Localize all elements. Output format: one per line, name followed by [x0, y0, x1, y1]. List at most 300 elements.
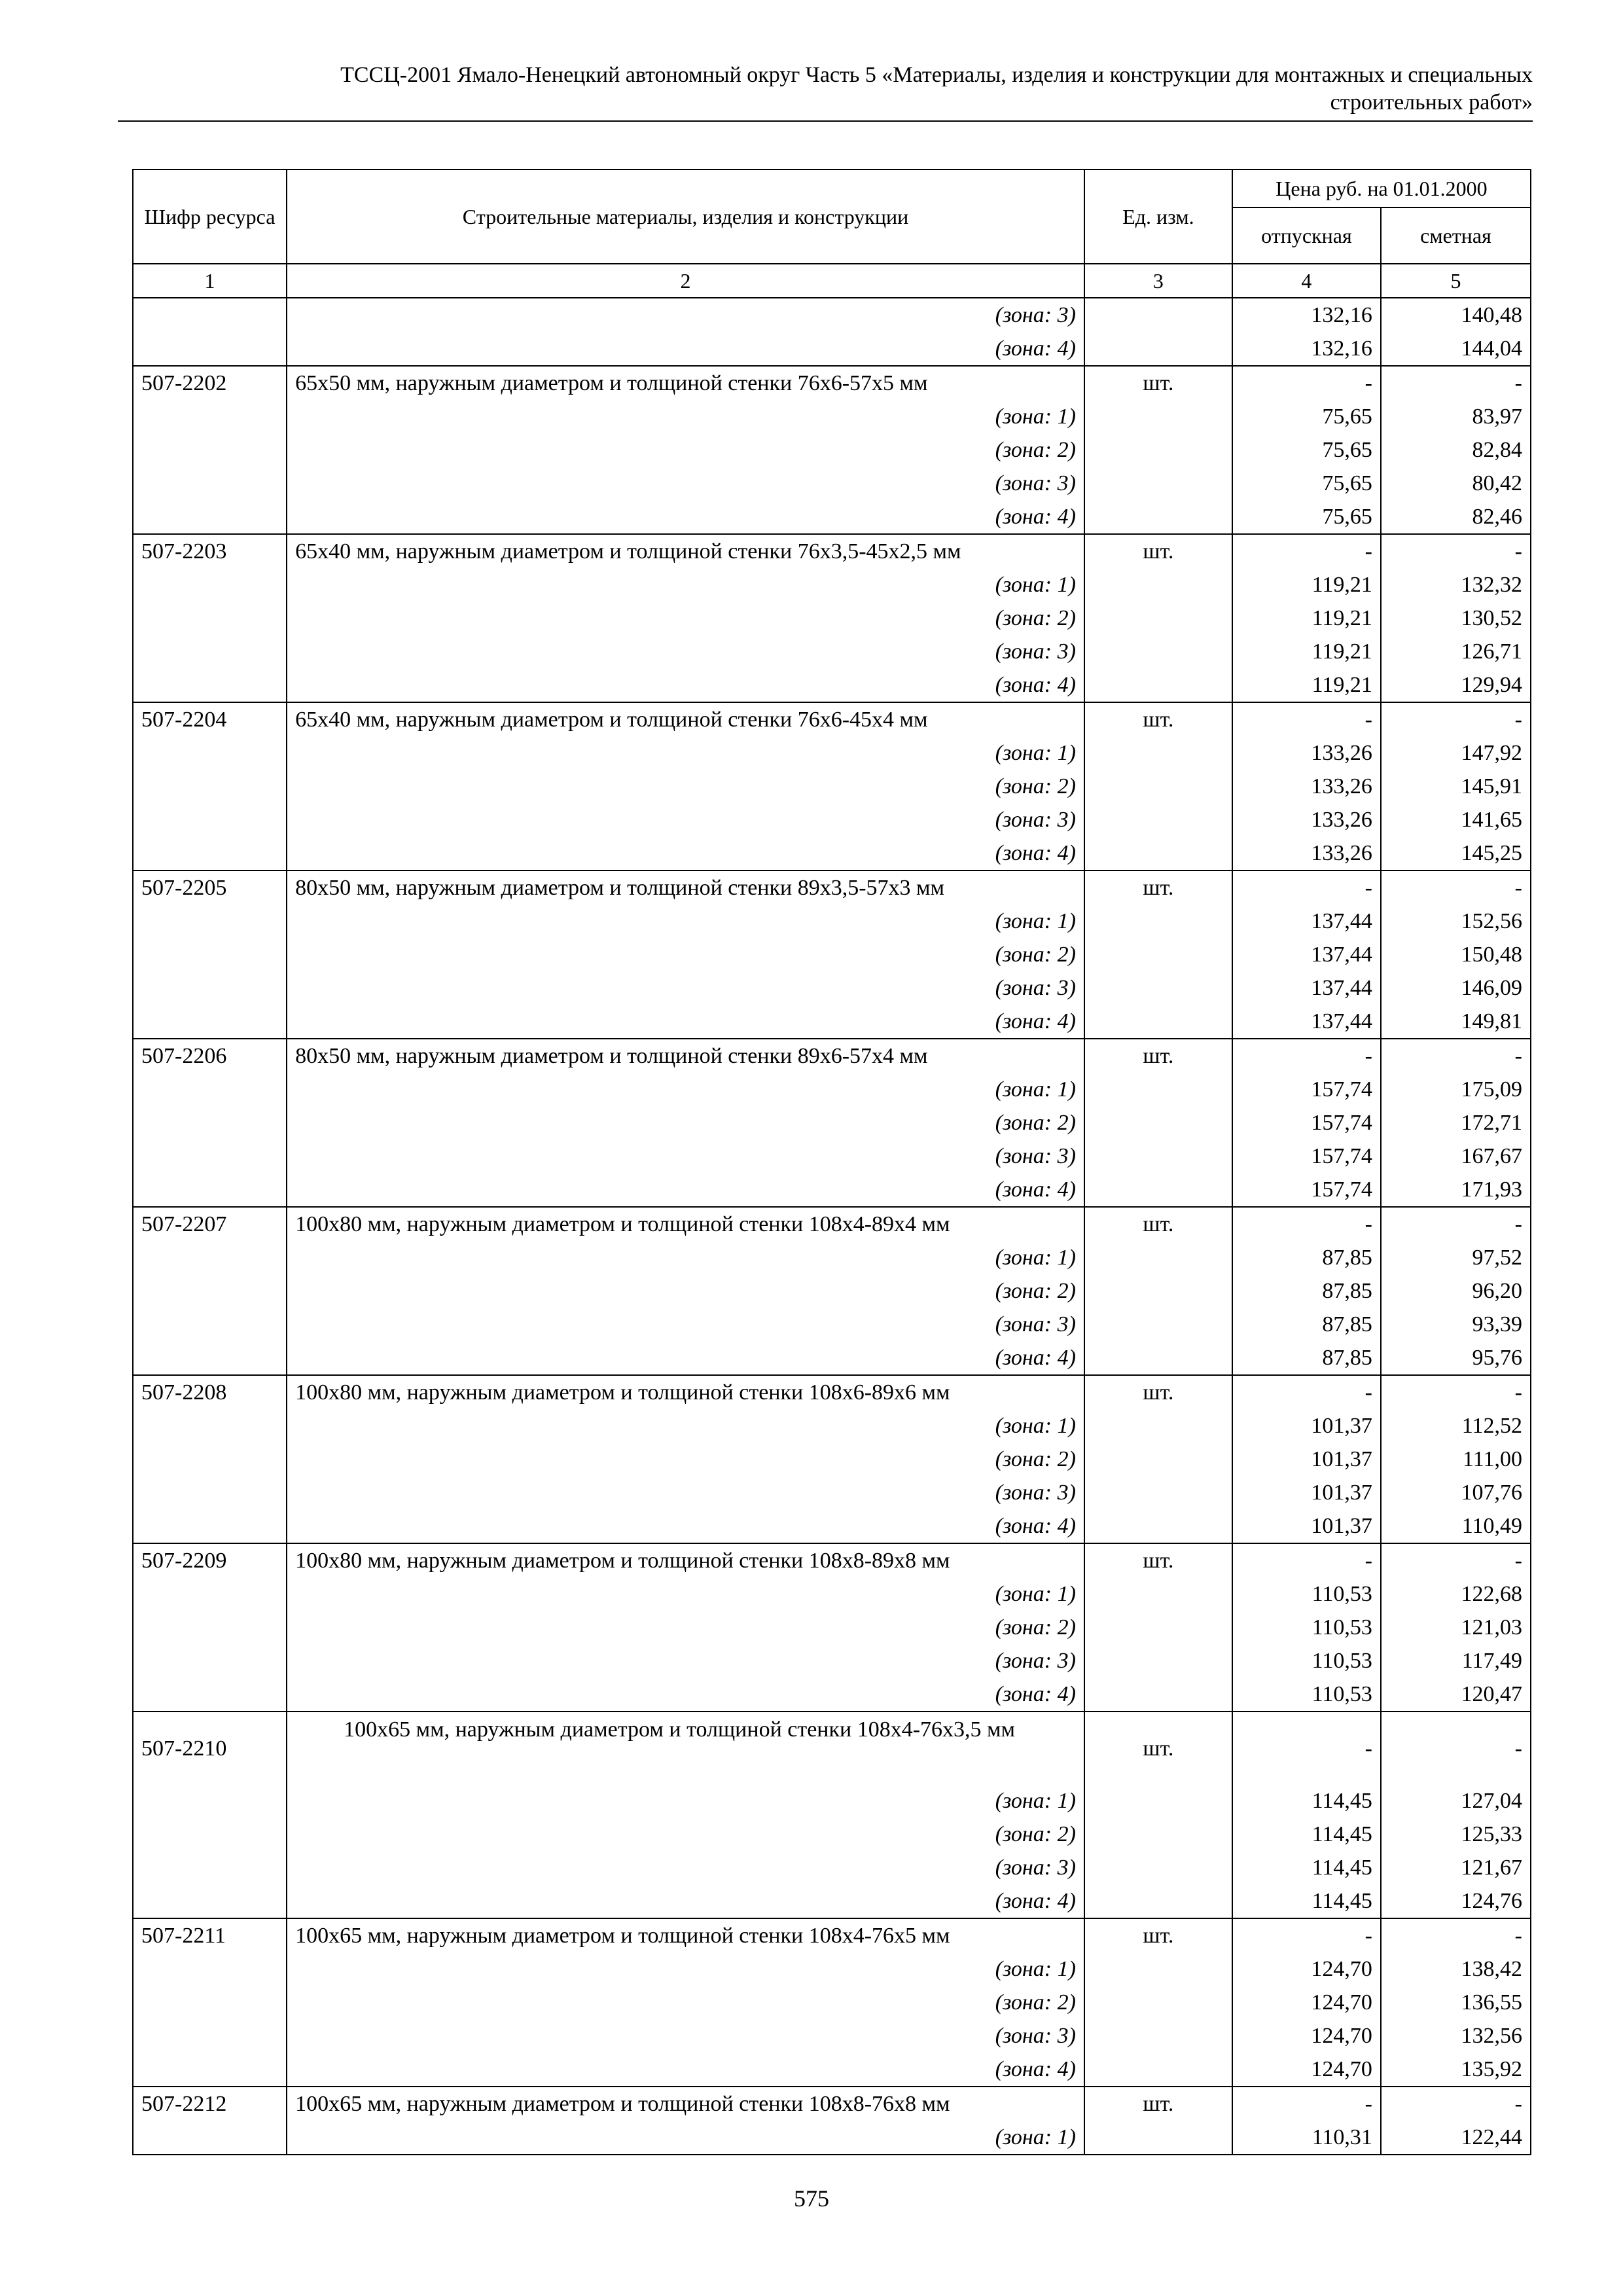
resource-code-cell — [133, 1341, 287, 1375]
table-row — [133, 1207, 1531, 1241]
estimate-price: - — [1381, 1543, 1531, 1577]
zone-label: (зона: 1) — [287, 736, 1084, 770]
zone-label: (зона: 2) — [287, 1611, 1084, 1644]
zone-row — [133, 400, 1531, 433]
unit-cell — [1084, 1577, 1232, 1611]
release-price: - — [1232, 1712, 1381, 1784]
estimate-price: 122,44 — [1381, 2121, 1531, 2155]
resource-code-cell — [133, 1476, 287, 1509]
unit-cell — [1084, 1952, 1232, 1986]
unit-cell — [1084, 1443, 1232, 1476]
release-price: - — [1232, 1207, 1381, 1241]
zone-label: (зона: 3) — [287, 971, 1084, 1005]
resource-code-cell — [133, 2121, 287, 2155]
estimate-price: 130,52 — [1381, 601, 1531, 635]
zone-row — [133, 836, 1531, 870]
column-number: 5 — [1381, 264, 1531, 298]
unit: шт. — [1084, 1918, 1232, 1952]
release-price: 75,65 — [1232, 467, 1381, 500]
release-price: - — [1232, 366, 1381, 400]
estimate-price: 138,42 — [1381, 1952, 1531, 1986]
zone-label: (зона: 2) — [287, 938, 1084, 971]
estimate-price: 82,84 — [1381, 433, 1531, 467]
resource-code-cell — [133, 770, 287, 803]
zone-row — [133, 1677, 1531, 1712]
release-price: 137,44 — [1232, 1005, 1381, 1039]
release-price: - — [1232, 2087, 1381, 2121]
zone-row — [133, 1308, 1531, 1341]
header-line-2: строительных работ» — [1330, 90, 1533, 115]
estimate-price: 147,92 — [1381, 736, 1531, 770]
zone-label: (зона: 4) — [287, 1884, 1084, 1918]
resource-code-cell — [133, 905, 287, 938]
release-price: 157,74 — [1232, 1106, 1381, 1139]
release-price: - — [1232, 534, 1381, 568]
unit-cell — [1084, 905, 1232, 938]
release-price: - — [1232, 1039, 1381, 1073]
release-price: - — [1232, 1543, 1381, 1577]
release-price: 124,70 — [1232, 2053, 1381, 2087]
unit: шт. — [1084, 1207, 1232, 1241]
release-price: 110,53 — [1232, 1677, 1381, 1712]
page-number: 575 — [794, 2185, 829, 2212]
zone-row — [133, 736, 1531, 770]
release-price: 132,16 — [1232, 298, 1381, 332]
material-name: 100х65 мм, наружным диаметром и толщиной стенки 108х4-76х5 мм — [287, 1918, 1084, 1952]
unit-cell — [1084, 1509, 1232, 1543]
zone-row — [133, 1476, 1531, 1509]
column-number: 1 — [133, 264, 287, 298]
unit-cell — [1084, 500, 1232, 534]
zone-row — [133, 467, 1531, 500]
table-body — [133, 298, 1531, 2155]
release-price: 101,37 — [1232, 1476, 1381, 1509]
zone-label: (зона: 3) — [287, 803, 1084, 836]
zone-row — [133, 500, 1531, 534]
zone-label: (зона: 4) — [287, 500, 1084, 534]
col-header-price-group: Цена руб. на 01.01.2000 — [1232, 170, 1531, 207]
zone-label: (зона: 1) — [287, 2121, 1084, 2155]
zone-label: (зона: 2) — [287, 601, 1084, 635]
zone-row — [133, 1106, 1531, 1139]
zone-label: (зона: 1) — [287, 1577, 1084, 1611]
zone-label: (зона: 3) — [287, 1476, 1084, 1509]
unit-cell — [1084, 1818, 1232, 1851]
resource-code: 507-2206 — [133, 1039, 287, 1073]
estimate-price: 136,55 — [1381, 1986, 1531, 2019]
column-number: 3 — [1084, 264, 1232, 298]
resource-code-cell — [133, 467, 287, 500]
table-row — [133, 1918, 1531, 1952]
release-price: 110,31 — [1232, 2121, 1381, 2155]
zone-row — [133, 601, 1531, 635]
estimate-price: 111,00 — [1381, 1443, 1531, 1476]
estimate-price: 126,71 — [1381, 635, 1531, 668]
estimate-price: 149,81 — [1381, 1005, 1531, 1039]
zone-label: (зона: 2) — [287, 770, 1084, 803]
zone-label: (зона: 4) — [287, 1341, 1084, 1375]
resource-code-cell — [133, 1577, 287, 1611]
estimate-price: 129,94 — [1381, 668, 1531, 702]
zone-label: (зона: 3) — [287, 1644, 1084, 1677]
zone-row — [133, 1952, 1531, 1986]
release-price: 87,85 — [1232, 1241, 1381, 1274]
resource-code-cell — [133, 836, 287, 870]
resource-code-cell — [133, 1106, 287, 1139]
zone-row — [133, 1818, 1531, 1851]
release-price: 75,65 — [1232, 400, 1381, 433]
document-header — [118, 62, 1533, 117]
zone-row — [133, 1851, 1531, 1884]
release-price: 110,53 — [1232, 1644, 1381, 1677]
col-header-release: отпускная — [1232, 207, 1381, 264]
zone-row — [133, 1173, 1531, 1207]
zone-label: (зона: 4) — [287, 1677, 1084, 1712]
estimate-price: 80,42 — [1381, 467, 1531, 500]
estimate-price: 117,49 — [1381, 1644, 1531, 1677]
zone-label: (зона: 1) — [287, 400, 1084, 433]
zone-label: (зона: 4) — [287, 1509, 1084, 1543]
material-name: 80х50 мм, наружным диаметром и толщиной стенки 89х6-57х4 мм — [287, 1039, 1084, 1073]
estimate-price: 152,56 — [1381, 905, 1531, 938]
zone-label: (зона: 4) — [287, 1173, 1084, 1207]
estimate-price: - — [1381, 2087, 1531, 2121]
unit-cell — [1084, 1005, 1232, 1039]
estimate-price: 127,04 — [1381, 1784, 1531, 1818]
zone-row — [133, 298, 1531, 332]
release-price: 133,26 — [1232, 803, 1381, 836]
material-name: 100х80 мм, наружным диаметром и толщиной стенки 108х6-89х6 мм — [287, 1375, 1084, 1409]
estimate-price: 146,09 — [1381, 971, 1531, 1005]
zone-row — [133, 905, 1531, 938]
resource-code-cell — [133, 1443, 287, 1476]
estimate-price: 140,48 — [1381, 298, 1531, 332]
resource-code: 507-2209 — [133, 1543, 287, 1577]
release-price: 132,16 — [1232, 332, 1381, 366]
unit-cell — [1084, 1611, 1232, 1644]
resource-code: 507-2212 — [133, 2087, 287, 2121]
unit: шт. — [1084, 534, 1232, 568]
release-price: 110,53 — [1232, 1611, 1381, 1644]
resource-code-cell — [133, 803, 287, 836]
zone-row — [133, 1241, 1531, 1274]
unit-cell — [1084, 2019, 1232, 2053]
unit-cell — [1084, 1106, 1232, 1139]
table-row — [133, 1543, 1531, 1577]
zone-row — [133, 1986, 1531, 2019]
header-line-1: ТССЦ-2001 Ямало-Ненецкий автономный округ Часть 5 «Материалы, изделия и конструкции для монтажных и специальных — [340, 63, 1533, 87]
resource-code: 507-2210 — [133, 1712, 287, 1784]
resource-code: 507-2202 — [133, 366, 287, 400]
unit-cell — [1084, 1476, 1232, 1509]
estimate-price: 145,25 — [1381, 836, 1531, 870]
estimate-price: 135,92 — [1381, 2053, 1531, 2087]
release-price: - — [1232, 1918, 1381, 1952]
column-number: 4 — [1232, 264, 1381, 298]
estimate-price: 150,48 — [1381, 938, 1531, 971]
unit-cell — [1084, 736, 1232, 770]
unit-cell — [1084, 635, 1232, 668]
estimate-price: 171,93 — [1381, 1173, 1531, 1207]
zone-label: (зона: 2) — [287, 1443, 1084, 1476]
zone-label: (зона: 1) — [287, 1073, 1084, 1106]
zone-label: (зона: 2) — [287, 1106, 1084, 1139]
material-name: 65х40 мм, наружным диаметром и толщиной стенки 76х6-45х4 мм — [287, 702, 1084, 736]
unit-cell — [1084, 433, 1232, 467]
zone-row — [133, 433, 1531, 467]
estimate-price: 96,20 — [1381, 1274, 1531, 1308]
estimate-price: 95,76 — [1381, 1341, 1531, 1375]
resource-code-cell — [133, 1173, 287, 1207]
unit-cell — [1084, 1409, 1232, 1443]
zone-row — [133, 1509, 1531, 1543]
estimate-price: 122,68 — [1381, 1577, 1531, 1611]
unit-cell — [1084, 1073, 1232, 1106]
unit-cell — [1084, 601, 1232, 635]
zone-label: (зона: 3) — [287, 467, 1084, 500]
material-name: 100х80 мм, наружным диаметром и толщиной стенки 108х8-89х8 мм — [287, 1543, 1084, 1577]
unit-cell — [1084, 971, 1232, 1005]
release-price: 133,26 — [1232, 770, 1381, 803]
col-header-unit: Ед. изм. — [1084, 170, 1232, 264]
material-name: 100х65 мм, наружным диаметром и толщиной стенки 108х4-76х3,5 мм — [287, 1712, 1084, 1784]
estimate-price: 107,76 — [1381, 1476, 1531, 1509]
resource-code-cell — [133, 1073, 287, 1106]
resource-code-cell — [133, 1644, 287, 1677]
release-price: 137,44 — [1232, 971, 1381, 1005]
release-price: 157,74 — [1232, 1139, 1381, 1173]
resource-code-cell — [133, 1139, 287, 1173]
resource-code-cell — [133, 500, 287, 534]
release-price: - — [1232, 1375, 1381, 1409]
resource-code-cell — [133, 400, 287, 433]
estimate-price: 112,52 — [1381, 1409, 1531, 1443]
unit: шт. — [1084, 1375, 1232, 1409]
zone-label: (зона: 1) — [287, 1784, 1084, 1818]
unit-cell — [1084, 400, 1232, 433]
unit-cell — [1084, 2053, 1232, 2087]
estimate-price: 167,67 — [1381, 1139, 1531, 1173]
estimate-price: 172,71 — [1381, 1106, 1531, 1139]
estimate-price: - — [1381, 870, 1531, 905]
resource-code-cell — [133, 1509, 287, 1543]
estimate-price: 120,47 — [1381, 1677, 1531, 1712]
release-price: 133,26 — [1232, 736, 1381, 770]
release-price: 87,85 — [1232, 1341, 1381, 1375]
estimate-price: - — [1381, 1039, 1531, 1073]
estimate-price: 144,04 — [1381, 332, 1531, 366]
release-price: 157,74 — [1232, 1173, 1381, 1207]
zone-label: (зона: 4) — [287, 1005, 1084, 1039]
resource-code-cell — [133, 938, 287, 971]
table-row — [133, 870, 1531, 905]
unit-cell — [1084, 1851, 1232, 1884]
zone-row — [133, 1409, 1531, 1443]
resource-code-cell — [133, 635, 287, 668]
zone-row — [133, 1644, 1531, 1677]
zone-row — [133, 803, 1531, 836]
table-row — [133, 534, 1531, 568]
resource-code: 507-2203 — [133, 534, 287, 568]
price-table — [132, 169, 1531, 2155]
resource-code-cell — [133, 2053, 287, 2087]
estimate-price: - — [1381, 1207, 1531, 1241]
resource-code: 507-2205 — [133, 870, 287, 905]
release-price: 119,21 — [1232, 635, 1381, 668]
zone-row — [133, 332, 1531, 366]
release-price: 114,45 — [1232, 1784, 1381, 1818]
release-price: 110,53 — [1232, 1577, 1381, 1611]
release-price: 119,21 — [1232, 568, 1381, 601]
resource-code-cell — [133, 2019, 287, 2053]
resource-code: 507-2208 — [133, 1375, 287, 1409]
unit: шт. — [1084, 1712, 1232, 1784]
estimate-price: 175,09 — [1381, 1073, 1531, 1106]
resource-code-cell — [133, 1884, 287, 1918]
zone-label: (зона: 2) — [287, 1818, 1084, 1851]
estimate-price: 82,46 — [1381, 500, 1531, 534]
zone-label: (зона: 4) — [287, 836, 1084, 870]
resource-code-cell — [133, 1818, 287, 1851]
unit-cell — [1084, 1644, 1232, 1677]
release-price: 87,85 — [1232, 1274, 1381, 1308]
release-price: 114,45 — [1232, 1851, 1381, 1884]
zone-label: (зона: 3) — [287, 2019, 1084, 2053]
unit-cell — [1084, 1173, 1232, 1207]
unit: шт. — [1084, 1039, 1232, 1073]
table-row — [133, 702, 1531, 736]
release-price: 87,85 — [1232, 1308, 1381, 1341]
unit-cell — [1084, 568, 1232, 601]
zone-label: (зона: 3) — [287, 1308, 1084, 1341]
zone-row — [133, 938, 1531, 971]
release-price: 101,37 — [1232, 1409, 1381, 1443]
zone-row — [133, 635, 1531, 668]
unit-cell — [1084, 1241, 1232, 1274]
zone-row — [133, 770, 1531, 803]
unit-cell — [1084, 668, 1232, 702]
resource-code-cell — [133, 1308, 287, 1341]
release-price: 157,74 — [1232, 1073, 1381, 1106]
estimate-price: - — [1381, 534, 1531, 568]
unit-cell — [1084, 298, 1232, 332]
estimate-price: - — [1381, 366, 1531, 400]
table-row — [133, 2087, 1531, 2121]
estimate-price: - — [1381, 1712, 1531, 1784]
resource-code-cell — [133, 1851, 287, 1884]
estimate-price: 145,91 — [1381, 770, 1531, 803]
release-price: 75,65 — [1232, 500, 1381, 534]
estimate-price: 121,03 — [1381, 1611, 1531, 1644]
table-row — [133, 1375, 1531, 1409]
zone-label: (зона: 1) — [287, 568, 1084, 601]
unit: шт. — [1084, 366, 1232, 400]
zone-row — [133, 971, 1531, 1005]
resource-code-cell — [133, 568, 287, 601]
table-row — [133, 1039, 1531, 1073]
resource-code-cell — [133, 332, 287, 366]
material-name: 80х50 мм, наружным диаметром и толщиной стенки 89х3,5-57х3 мм — [287, 870, 1084, 905]
resource-code-cell — [133, 668, 287, 702]
resource-code: 507-2204 — [133, 702, 287, 736]
estimate-price: 125,33 — [1381, 1818, 1531, 1851]
estimate-price: 97,52 — [1381, 1241, 1531, 1274]
zone-label: (зона: 1) — [287, 1409, 1084, 1443]
unit-cell — [1084, 1139, 1232, 1173]
zone-row — [133, 1443, 1531, 1476]
resource-code-cell — [133, 1241, 287, 1274]
zone-row — [133, 1139, 1531, 1173]
release-price: 101,37 — [1232, 1443, 1381, 1476]
resource-code: 507-2211 — [133, 1918, 287, 1952]
unit-cell — [1084, 803, 1232, 836]
resource-code-cell — [133, 1784, 287, 1818]
col-header-estimate: сметная — [1381, 207, 1531, 264]
resource-code-cell — [133, 1986, 287, 2019]
material-name: 100х80 мм, наружным диаметром и толщиной стенки 108х4-89х4 мм — [287, 1207, 1084, 1241]
unit-cell — [1084, 1341, 1232, 1375]
resource-code-cell — [133, 1005, 287, 1039]
zone-row — [133, 1577, 1531, 1611]
unit-cell — [1084, 1784, 1232, 1818]
resource-code: 507-2207 — [133, 1207, 287, 1241]
zone-label: (зона: 1) — [287, 1241, 1084, 1274]
zone-row — [133, 1274, 1531, 1308]
zone-row — [133, 1884, 1531, 1918]
release-price: 124,70 — [1232, 1986, 1381, 2019]
resource-code-cell — [133, 971, 287, 1005]
col-header-code: Шифр ресурса — [133, 170, 287, 264]
material-name: 65х40 мм, наружным диаметром и толщиной стенки 76х3,5-45х2,5 мм — [287, 534, 1084, 568]
zone-row — [133, 2053, 1531, 2087]
estimate-price: 132,32 — [1381, 568, 1531, 601]
zone-label: (зона: 1) — [287, 905, 1084, 938]
release-price: 114,45 — [1232, 1884, 1381, 1918]
zone-label: (зона: 4) — [287, 2053, 1084, 2087]
material-name: 100х65 мм, наружным диаметром и толщиной стенки 108х8-76х8 мм — [287, 2087, 1084, 2121]
zone-row — [133, 1784, 1531, 1818]
resource-code-cell — [133, 601, 287, 635]
zone-label: (зона: 4) — [287, 332, 1084, 366]
release-price: 137,44 — [1232, 938, 1381, 971]
release-price: - — [1232, 702, 1381, 736]
unit-cell — [1084, 1308, 1232, 1341]
release-price: - — [1232, 870, 1381, 905]
estimate-price: - — [1381, 1375, 1531, 1409]
unit: шт. — [1084, 870, 1232, 905]
zone-row — [133, 1005, 1531, 1039]
col-header-name: Строительные материалы, изделия и конструкции — [287, 170, 1084, 264]
estimate-price: 121,67 — [1381, 1851, 1531, 1884]
unit: шт. — [1084, 2087, 1232, 2121]
zone-label: (зона: 3) — [287, 1851, 1084, 1884]
zone-row — [133, 2019, 1531, 2053]
release-price: 133,26 — [1232, 836, 1381, 870]
header-divider — [118, 120, 1533, 122]
resource-code-cell — [133, 736, 287, 770]
zone-row — [133, 1073, 1531, 1106]
unit-cell — [1084, 1274, 1232, 1308]
release-price: 124,70 — [1232, 1952, 1381, 1986]
resource-code-cell — [133, 1677, 287, 1712]
release-price: 124,70 — [1232, 2019, 1381, 2053]
unit-cell — [1084, 1986, 1232, 2019]
estimate-price: - — [1381, 702, 1531, 736]
estimate-price: 141,65 — [1381, 803, 1531, 836]
estimate-price: - — [1381, 1918, 1531, 1952]
zone-row — [133, 2121, 1531, 2155]
zone-label: (зона: 1) — [287, 1952, 1084, 1986]
